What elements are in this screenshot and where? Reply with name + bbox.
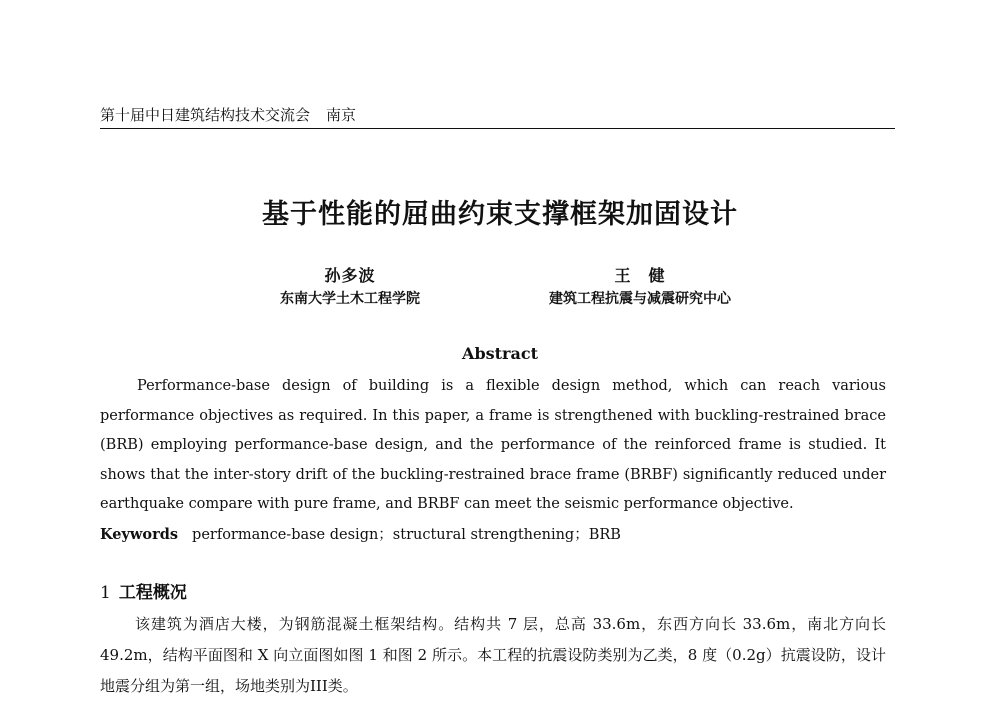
author-name: 孙多波 [324, 266, 376, 285]
conference-city: 南京 [326, 106, 357, 124]
keywords-value: performance-base design；structural strengthening；BRB [192, 527, 621, 543]
section-title: 工程概况 [118, 583, 187, 603]
paper-title: 基于性能的屈曲约束支撑框架加固设计 [262, 199, 738, 230]
author-affiliation: 东南大学土木工程学院 [280, 291, 420, 307]
keywords-label: Keywords [100, 526, 179, 543]
keywords-line [100, 522, 886, 548]
abstract-heading: Abstract [462, 344, 538, 363]
section-number: 1 [100, 583, 111, 603]
author-block-2 [510, 264, 770, 310]
author-affiliation: 建筑工程抗震与减震研究中心 [549, 291, 731, 307]
abstract-body: Performance-base design of building is a flexible design method, which can reach various performance objectives as required. In this paper, a frame is strengthened with buckling-restrained brace (BRB) employing performance-base design, and the performance of the reinforced frame is studied. It shows that the inter-story drift of the buckling-restrained brace frame (BRBF) significantly reduced under earthquake compare with pure frame, and BRBF can meet the seismic performance objective. [100, 378, 886, 512]
section-body: 该建筑为酒店大楼，为钢筋混凝土框架结构。结构共 7 层，总高 33.6m，东西方向长 33.6m，南北方向长 49.2m，结构平面图和 X 向立面图如图 1 和图 2 所示。本工程的抗震设防类别为乙类，8 度（0.2g）抗震设防，设计地震分组为第一组，场地类别为III类。 [100, 615, 886, 695]
author-block-1 [230, 264, 470, 310]
running-header [100, 104, 895, 129]
conference-name: 第十届中日建筑结构技术交流会 [100, 106, 311, 124]
author-name: 王 健 [614, 266, 666, 285]
section-heading [100, 578, 187, 603]
